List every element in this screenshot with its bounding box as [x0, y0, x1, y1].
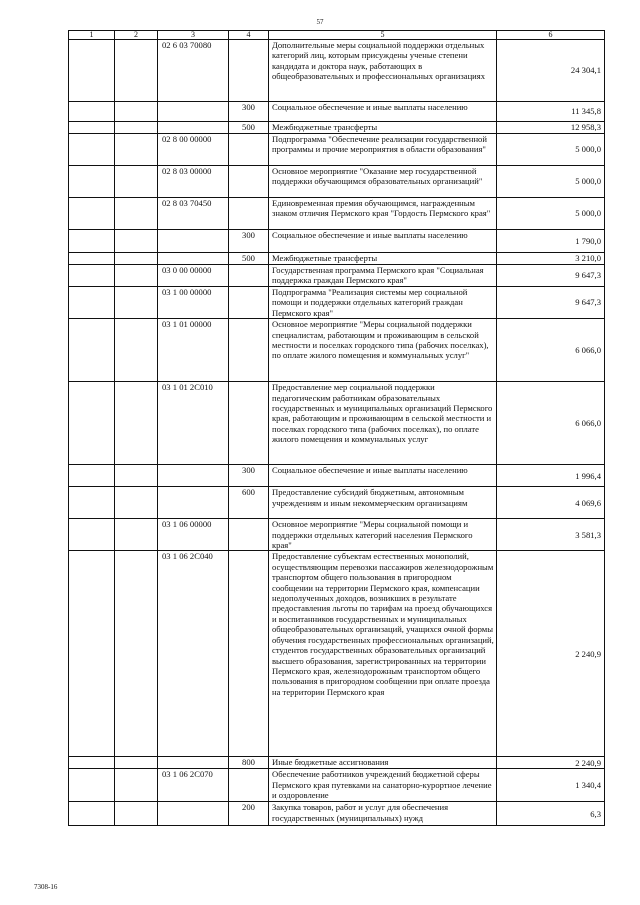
table-row: [69, 769, 605, 802]
classification-code: 02 8 03 00000: [158, 166, 229, 198]
item-name: Дополнительные меры социальной поддержки отдельных категорий лиц, которым присуждены ученые степени кандидата и доктора наук, работающих в общеобразовательных и профессиональных организациях: [269, 40, 497, 102]
amount: 11 345,8: [497, 102, 605, 122]
classification-code: [158, 102, 229, 122]
column-1-cell: [69, 551, 115, 757]
column-header-6: 6: [497, 31, 605, 40]
classification-code: [158, 230, 229, 253]
column-2-cell: [115, 519, 158, 551]
amount: 9 647,3: [497, 287, 605, 319]
amount: 5 000,0: [497, 166, 605, 198]
classification-code: [158, 487, 229, 519]
column-1-cell: [69, 769, 115, 802]
column-header-1: 1: [69, 31, 115, 40]
table-row: [69, 319, 605, 382]
column-header-2: 2: [115, 31, 158, 40]
item-name: Социальное обеспечение и иные выплаты населению: [269, 102, 497, 122]
column-1-cell: [69, 287, 115, 319]
table-row: [69, 122, 605, 134]
column-2-cell: [115, 551, 158, 757]
column-2-cell: [115, 122, 158, 134]
column-1-cell: [69, 40, 115, 102]
expense-type-code: 500: [229, 253, 269, 265]
amount: 1 996,4: [497, 465, 605, 487]
column-1-cell: [69, 134, 115, 166]
expense-type-code: [229, 551, 269, 757]
expense-type-code: [229, 382, 269, 465]
expense-type-code: [229, 265, 269, 287]
expense-type-code: 300: [229, 230, 269, 253]
column-1-cell: [69, 166, 115, 198]
column-1-cell: [69, 319, 115, 382]
column-2-cell: [115, 487, 158, 519]
item-name: Межбюджетные трансферты: [269, 253, 497, 265]
expense-type-code: [229, 287, 269, 319]
table-row: [69, 802, 605, 826]
column-2-cell: [115, 769, 158, 802]
column-2-cell: [115, 757, 158, 769]
item-name: Подпрограмма "Реализация системы мер социальной помощи и поддержки отдельных категорий граждан Пермского края": [269, 287, 497, 319]
classification-code: [158, 122, 229, 134]
expense-type-code: [229, 519, 269, 551]
item-name: Социальное обеспечение и иные выплаты населению: [269, 230, 497, 253]
column-2-cell: [115, 230, 158, 253]
column-header-5: 5: [269, 31, 497, 40]
table-row: [69, 382, 605, 465]
expense-type-code: 800: [229, 757, 269, 769]
expense-type-code: [229, 198, 269, 230]
column-2-cell: [115, 465, 158, 487]
item-name: Государственная программа Пермского края "Социальная поддержка граждан Пермского края": [269, 265, 497, 287]
column-1-cell: [69, 230, 115, 253]
column-1-cell: [69, 519, 115, 551]
classification-code: 02 8 03 70450: [158, 198, 229, 230]
table-row: [69, 134, 605, 166]
classification-code: 03 0 00 00000: [158, 265, 229, 287]
item-name: Предоставление субъектам естественных монополий, осуществляющим перевозки пассажиров железнодорожным транспортом общего пользования в пригородном сообщении на территории Пермского края, компенсации недополученных доходов, возникших в результате предоставления льготы по тарифам на проезд обучающихся и воспитанников государственных и муниципальных общеобразовательных организаций, учащихся очной формы обучения государственных профессиональных организаций, студентов государственных образовательных организаций высшего образования, зарегистрированных на территории Пермского края, железнодорожным транспортом общего пользования в пригородном сообщении при оплате проезда на территории Пермского края: [269, 551, 497, 757]
expense-type-code: [229, 769, 269, 802]
item-name: Основное мероприятие "Меры социальной поддержки специалистам, работающим и проживающим в сельской местности и поселках городского типа (рабочих поселках), по оплате жилого помещения и коммунальных услуг": [269, 319, 497, 382]
amount: 6,3: [497, 802, 605, 826]
column-2-cell: [115, 802, 158, 826]
classification-code: 03 1 00 00000: [158, 287, 229, 319]
expense-type-code: [229, 166, 269, 198]
item-name: Основное мероприятие "Меры социальной помощи и поддержки отдельных категорий населения Пермского края": [269, 519, 497, 551]
classification-code: 02 8 00 00000: [158, 134, 229, 166]
amount: 24 304,1: [497, 40, 605, 102]
table-row: [69, 102, 605, 122]
budget-table: [68, 30, 605, 826]
expense-type-code: 500: [229, 122, 269, 134]
expense-type-code: [229, 319, 269, 382]
amount: 2 240,9: [497, 757, 605, 769]
table-body: [69, 31, 605, 826]
column-1-cell: [69, 487, 115, 519]
classification-code: 03 1 06 00000: [158, 519, 229, 551]
column-header-3: 3: [158, 31, 229, 40]
expense-type-code: [229, 40, 269, 102]
expense-type-code: 200: [229, 802, 269, 826]
table-row: [69, 198, 605, 230]
amount: 3 581,3: [497, 519, 605, 551]
amount: 6 066,0: [497, 382, 605, 465]
amount: 5 000,0: [497, 134, 605, 166]
table-row: [69, 757, 605, 769]
classification-code: 03 1 06 2С040: [158, 551, 229, 757]
column-1-cell: [69, 102, 115, 122]
footer-code: 7308-16: [34, 883, 58, 891]
column-2-cell: [115, 253, 158, 265]
item-name: Подпрограмма "Обеспечение реализации государственной программы и прочие мероприятия в области образования": [269, 134, 497, 166]
table-row: [69, 40, 605, 102]
column-1-cell: [69, 265, 115, 287]
table-row: [69, 253, 605, 265]
column-2-cell: [115, 166, 158, 198]
amount: 5 000,0: [497, 198, 605, 230]
column-2-cell: [115, 287, 158, 319]
item-name: Обеспечение работников учреждений бюджетной сферы Пермского края путевками на санаторно-курортное лечение и оздоровление: [269, 769, 497, 802]
table-row: [69, 166, 605, 198]
column-1-cell: [69, 465, 115, 487]
item-name: Единовременная премия обучающимся, награжденным знаком отличия Пермского края "Гордость Пермского края": [269, 198, 497, 230]
table-row: [69, 265, 605, 287]
amount: 9 647,3: [497, 265, 605, 287]
expense-type-code: 300: [229, 102, 269, 122]
column-2-cell: [115, 102, 158, 122]
column-2-cell: [115, 134, 158, 166]
amount: 1 340,4: [497, 769, 605, 802]
column-2-cell: [115, 198, 158, 230]
column-1-cell: [69, 253, 115, 265]
amount: 4 069,6: [497, 487, 605, 519]
amount: 2 240,9: [497, 551, 605, 757]
column-1-cell: [69, 757, 115, 769]
classification-code: 02 6 03 70080: [158, 40, 229, 102]
table-row: [69, 519, 605, 551]
column-1-cell: [69, 122, 115, 134]
expense-type-code: 300: [229, 465, 269, 487]
expense-type-code: 600: [229, 487, 269, 519]
table-row: [69, 230, 605, 253]
classification-code: 03 1 01 2С010: [158, 382, 229, 465]
table-row: [69, 487, 605, 519]
column-1-cell: [69, 802, 115, 826]
page-number: 57: [316, 18, 324, 26]
column-1-cell: [69, 198, 115, 230]
amount: 1 790,0: [497, 230, 605, 253]
item-name: Межбюджетные трансферты: [269, 122, 497, 134]
expense-type-code: [229, 134, 269, 166]
amount: 6 066,0: [497, 319, 605, 382]
item-name: Основное мероприятие "Оказание мер государственной поддержки обучающимся образовательных организаций": [269, 166, 497, 198]
amount: 12 958,3: [497, 122, 605, 134]
table-row: [69, 465, 605, 487]
classification-code: [158, 802, 229, 826]
table-row: [69, 551, 605, 757]
item-name: Закупка товаров, работ и услуг для обеспечения государственных (муниципальных) нужд: [269, 802, 497, 826]
amount: 3 210,0: [497, 253, 605, 265]
column-2-cell: [115, 382, 158, 465]
item-name: Социальное обеспечение и иные выплаты населению: [269, 465, 497, 487]
classification-code: [158, 253, 229, 265]
table-header-row: [69, 31, 605, 40]
item-name: Предоставление субсидий бюджетным, автономным учреждениям и иным некоммерческим организациям: [269, 487, 497, 519]
classification-code: 03 1 06 2С070: [158, 769, 229, 802]
column-2-cell: [115, 265, 158, 287]
classification-code: 03 1 01 00000: [158, 319, 229, 382]
column-1-cell: [69, 382, 115, 465]
item-name: Иные бюджетные ассигнования: [269, 757, 497, 769]
table-row: [69, 287, 605, 319]
classification-code: [158, 465, 229, 487]
column-2-cell: [115, 319, 158, 382]
item-name: Предоставление мер социальной поддержки педагогическим работникам образовательных государственных и муниципальных организаций Пермского края, работающим и проживающим в сельской местности и поселках городского типа (рабочих поселках), по оплате жилого помещения и коммунальных услуг: [269, 382, 497, 465]
column-header-4: 4: [229, 31, 269, 40]
classification-code: [158, 757, 229, 769]
column-2-cell: [115, 40, 158, 102]
